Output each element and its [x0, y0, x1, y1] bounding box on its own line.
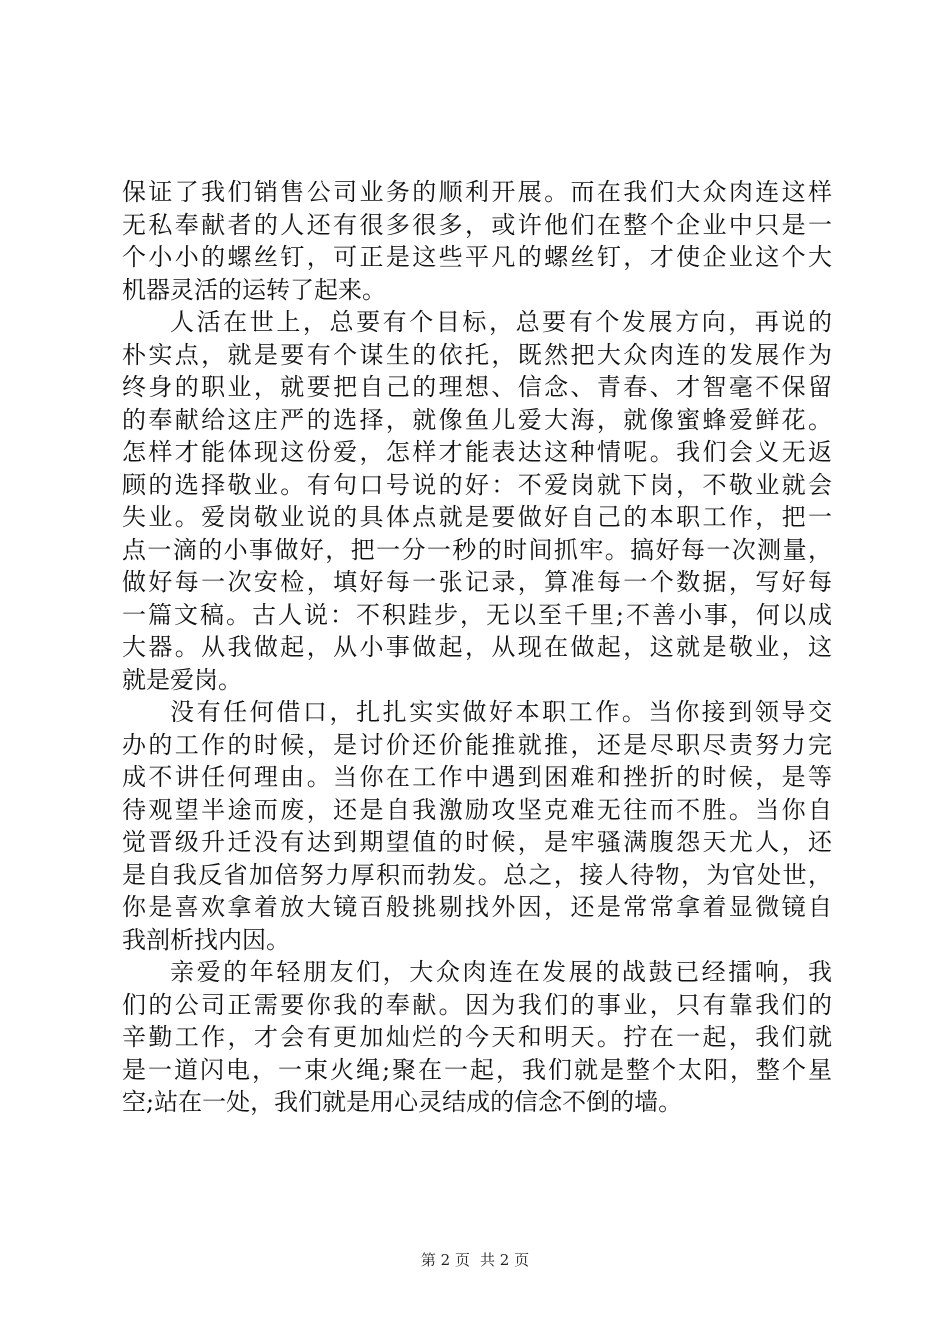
text-line: 是自我反省加倍努力厚积而勃发。总之，接人待物，为官处世， — [122, 860, 832, 889]
page-total: 共 2 页 — [480, 1251, 530, 1269]
text-line: 失业。爱岗敬业说的具体点就是要做好自己的本职工作，把一 — [122, 503, 832, 531]
text-line: 成不讲任何理由。当你在工作中遇到困难和挫折的时候，是等 — [122, 763, 832, 791]
text-line: 觉晋级升迁没有达到期望值的时候，是牢骚满腹怨天尤人，还 — [122, 828, 832, 856]
body-text — [122, 176, 832, 1119]
page-number: 第 2 页 — [420, 1251, 470, 1269]
text-line: 的奉献给这庄严的选择，就像鱼儿爱大海，就像蜜蜂爱鲜花。 — [122, 405, 832, 434]
text-line: 一篇文稿。古人说：不积跬步，无以至千里;不善小事，何以成 — [122, 600, 832, 629]
text-line: 顾的选择敬业。有句口号说的好：不爱岗就下岗，不敬业就会 — [122, 470, 832, 499]
page-footer — [0, 1250, 950, 1270]
text-line: 就是爱岗。 — [122, 665, 242, 694]
text-line: 是一道闪电，一束火绳;聚在一起，我们就是整个太阳，整个星 — [122, 1055, 832, 1084]
text-line: 我剖析找内因。 — [122, 925, 290, 954]
text-line: 大器。从我做起，从小事做起，从现在做起，这就是敬业，这 — [122, 633, 832, 661]
text-line: 朴实点，就是要有个谋生的依托，既然把大众肉连的发展作为 — [122, 340, 832, 369]
text-line: 个小小的螺丝钉，可正是这些平凡的螺丝钉，才使企业这个大 — [122, 243, 832, 271]
text-line: 怎样才能体现这份爱，怎样才能表达这种情呢。我们会义无返 — [122, 438, 832, 466]
text-line: 们的公司正需要你我的奉献。因为我们的事业，只有靠我们的 — [122, 990, 832, 1019]
paragraph-first-line: 没有任何借口，扎扎实实做好本职工作。当你接到领导交 — [170, 698, 832, 726]
text-line: 机器灵活的运转了起来。 — [122, 275, 386, 304]
text-line: 保证了我们销售公司业务的顺利开展。而在我们大众肉连这样 — [122, 178, 832, 206]
text-line: 无私奉献者的人还有很多很多，或许他们在整个企业中只是一 — [122, 210, 832, 239]
text-line: 终身的职业，就要把自己的理想、信念、青春、才智毫不保留 — [122, 373, 832, 401]
paragraph-first-line: 亲爱的年轻朋友们，大众肉连在发展的战鼓已经擂响，我 — [170, 958, 832, 986]
paragraph-first-line: 人活在世上，总要有个目标，总要有个发展方向，再说的 — [170, 308, 832, 336]
text-line: 点一滴的小事做好，把一分一秒的时间抓牢。搞好每一次测量， — [122, 535, 832, 564]
text-line: 你是喜欢拿着放大镜百般挑剔找外因，还是常常拿着显微镜自 — [122, 893, 832, 921]
text-line: 办的工作的时候，是讨价还价能推就推，还是尽职尽责努力完 — [122, 730, 832, 759]
text-line: 空;站在一处，我们就是用心灵结成的信念不倒的墙。 — [122, 1088, 683, 1116]
text-line: 待观望半途而废，还是自我激励攻坚克难无往而不胜。当你自 — [122, 795, 832, 824]
text-line: 辛勤工作，才会有更加灿烂的今天和明天。拧在一起，我们就 — [122, 1023, 832, 1051]
text-line: 做好每一次安检，填好每一张记录，算准每一个数据，写好每 — [122, 568, 832, 596]
